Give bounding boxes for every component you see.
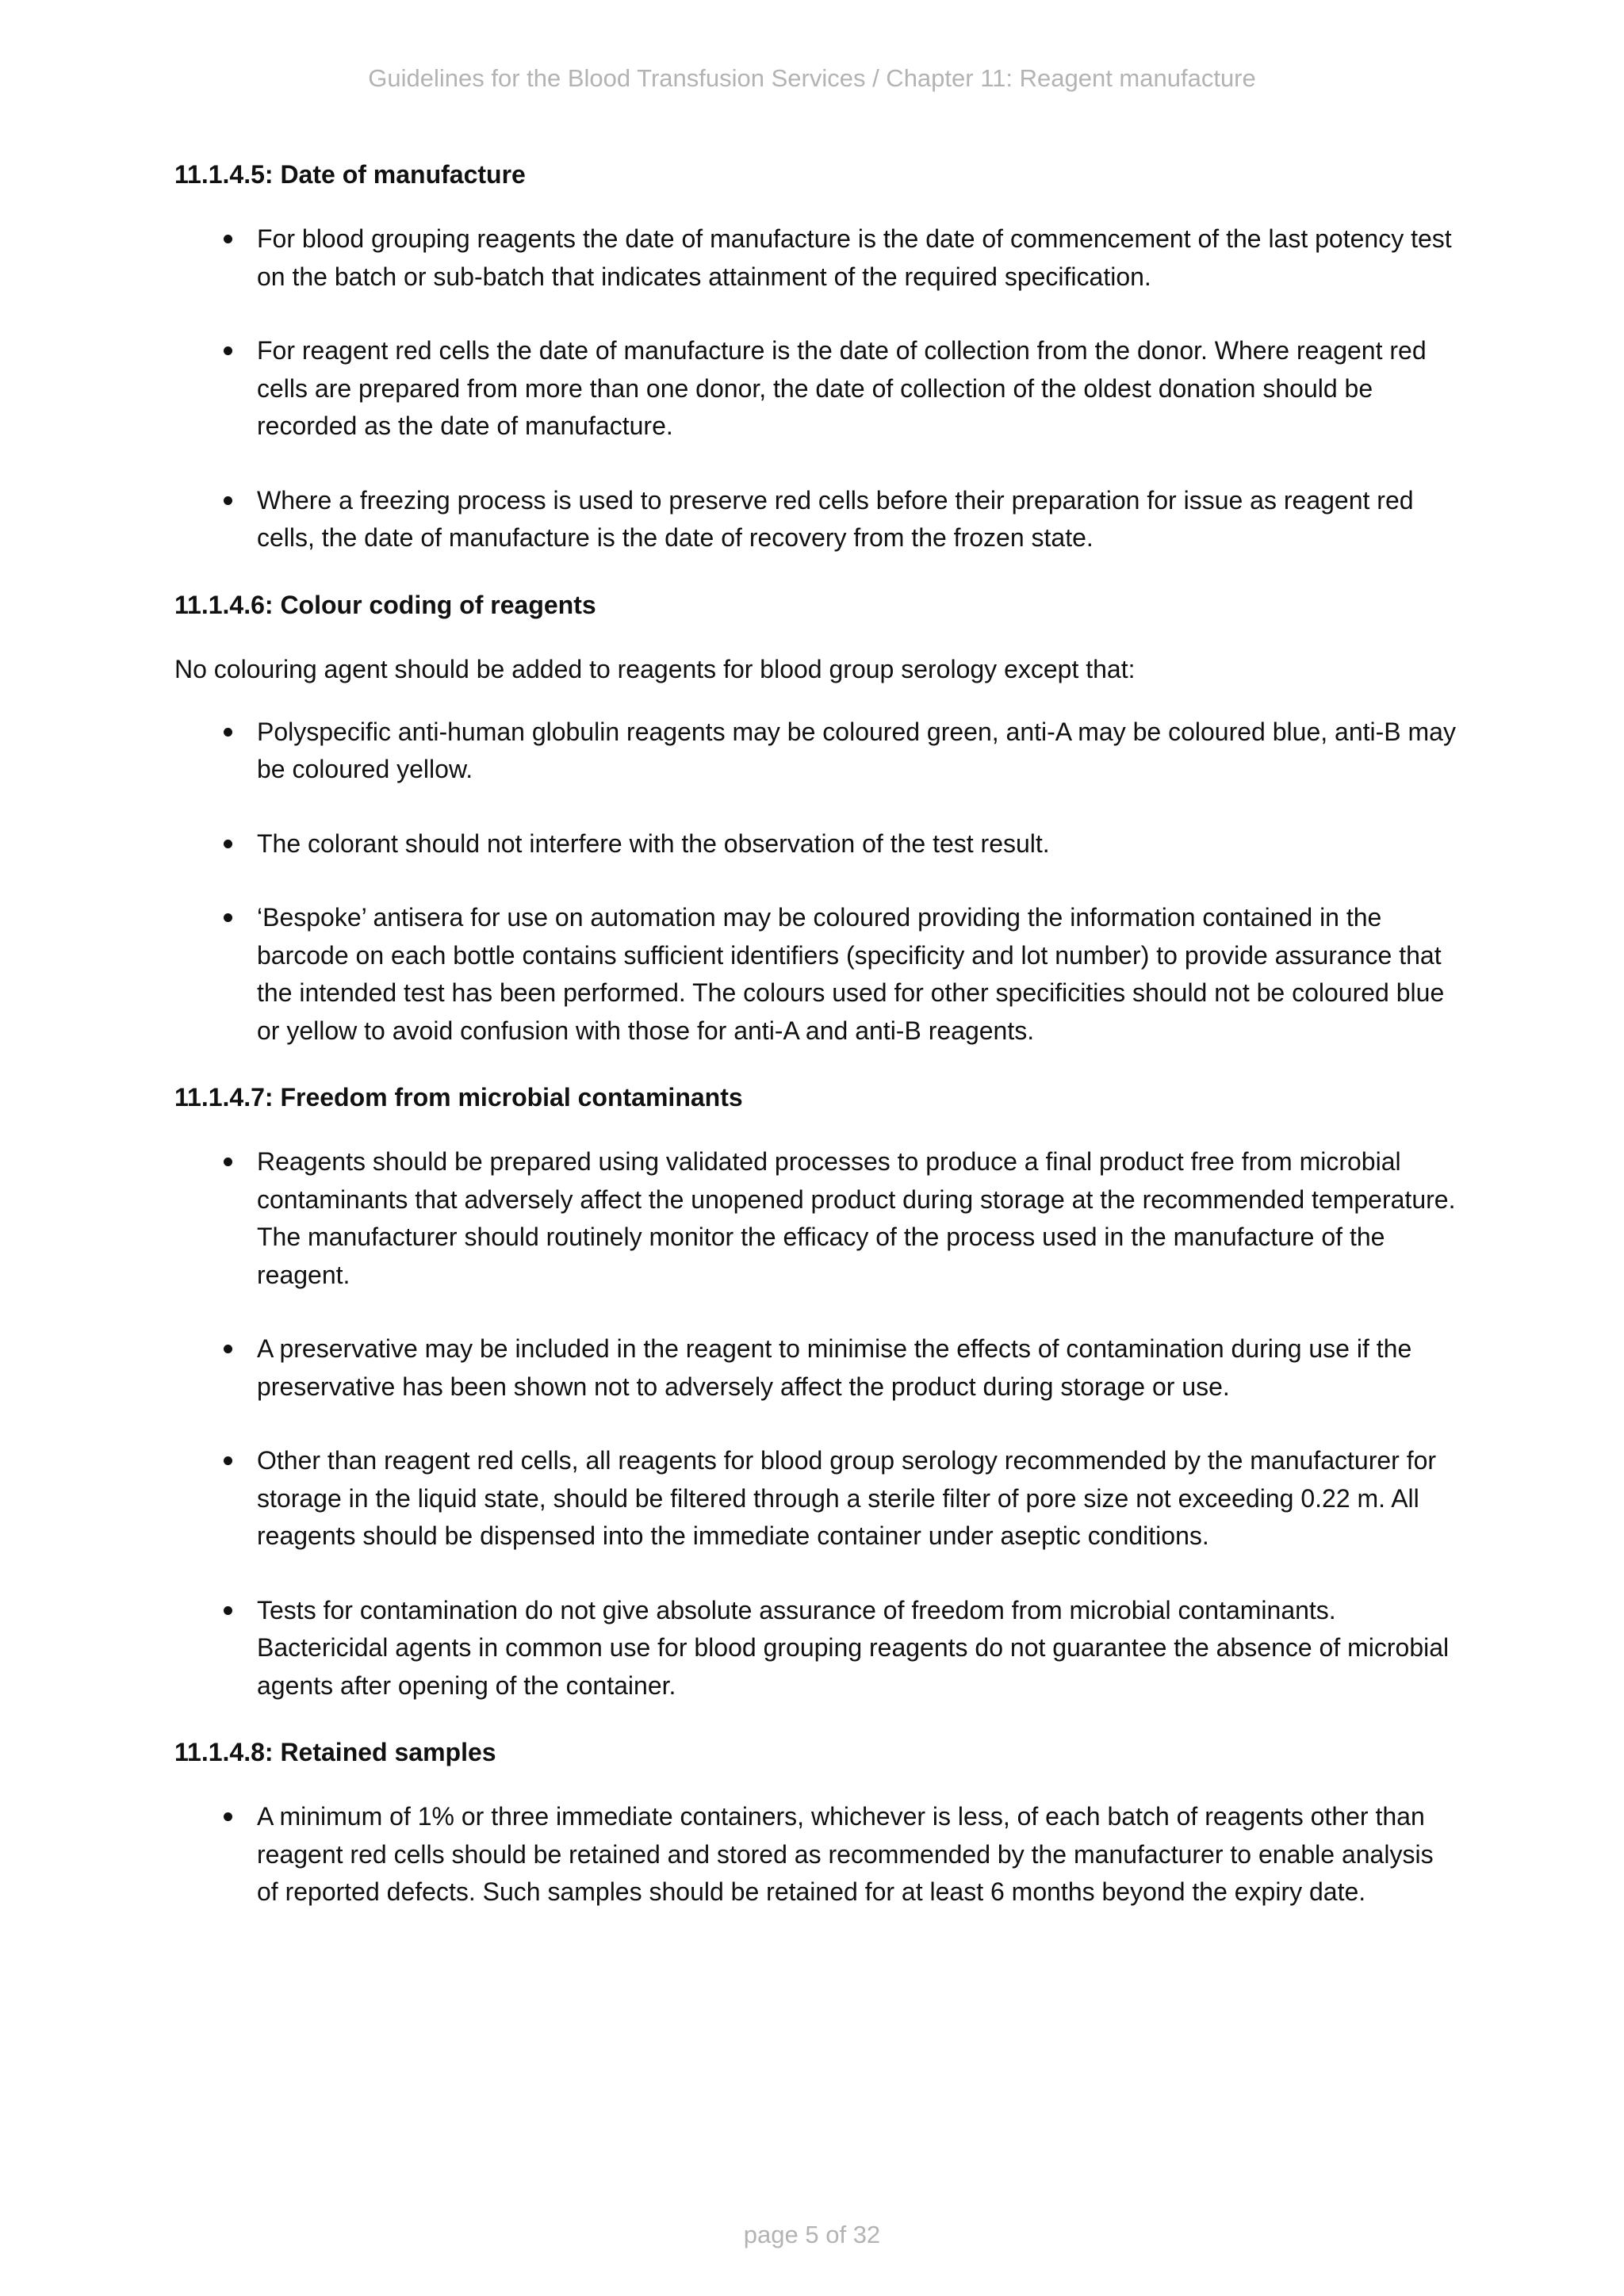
list-item — [174, 825, 1459, 863]
bullet-icon — [224, 1606, 232, 1615]
list-item-text: ‘Bespoke’ antisera for use on automation may be coloured providing the information contained in the barcode on each bottle contains sufficient identifiers (specificity and lot number) to provide assurance that the intended test has been performed. The colours used for other specificities should not be coloured blue or yellow to avoid confusion with those for anti-A and anti-B reagents. — [257, 903, 1445, 1045]
list-item-text: For blood grouping reagents the date of manufacture is the date of commencement of the last potency test on the batch or sub-batch that indicates attainment of the required specification. — [257, 224, 1452, 291]
list-item — [174, 1442, 1459, 1556]
list-item — [174, 1798, 1459, 1911]
list-item — [174, 1592, 1459, 1705]
list-item — [174, 714, 1459, 789]
bullet-icon — [224, 1158, 232, 1166]
list-item-text: The colorant should not interfere with the observation of the test result. — [257, 828, 1050, 858]
list-item — [174, 482, 1459, 557]
list-item-text: For reagent red cells the date of manufacture is the date of collection from the donor. Where reagent red cells are prepared from more than one donor, the date of collection of the oldest donation should be recorded as the date of manufacture. — [257, 336, 1427, 440]
section-heading: 11.1.4.6: Colour coding of reagents — [174, 590, 596, 619]
section-heading: 11.1.4.7: Freedom from microbial contaminants — [174, 1083, 743, 1112]
bullet-icon — [224, 1812, 232, 1821]
bullet-icon — [224, 840, 232, 848]
bullet-icon — [224, 496, 232, 505]
document-body — [174, 155, 1459, 1940]
section-heading: 11.1.4.5: Date of manufacture — [174, 160, 526, 189]
section-colour-coding — [174, 586, 1459, 1050]
list-item-text: Where a freezing process is used to preserve red cells before their preparation for issue as reagent red cells, the date of manufacture is the date of recovery from the frozen state. — [257, 485, 1414, 552]
bullet-icon — [224, 235, 232, 243]
list-item — [174, 1143, 1459, 1294]
list-item-text: Tests for contamination do not give absolute assurance of freedom from microbial contaminants. Bactericidal agents in common use for blood grouping reagents do not guarantee the absence of microbial agents after opening of the container. — [257, 1595, 1450, 1700]
bullet-list — [174, 1143, 1459, 1705]
section-heading: 11.1.4.8: Retained samples — [174, 1738, 496, 1766]
bullet-icon — [224, 913, 232, 922]
bullet-icon — [224, 346, 232, 355]
section-microbial-contaminants — [174, 1078, 1459, 1705]
page-number: page 5 of 32 — [743, 2221, 881, 2248]
list-item — [174, 1330, 1459, 1406]
bullet-icon — [224, 1456, 232, 1465]
list-item-text: Polyspecific anti-human globulin reagents may be coloured green, anti-A may be coloured blue, anti-B may be coloured yellow. — [257, 717, 1456, 783]
bullet-icon — [224, 728, 232, 737]
bullet-icon — [224, 1345, 232, 1353]
page-header: Guidelines for the Blood Transfusion Services / Chapter 11: Reagent manufacture — [368, 64, 1256, 92]
list-item-text: Reagents should be prepared using validated processes to produce a final product free from microbial contaminants that adversely affect the unopened product during storage at the recommended temperature. The manufacturer should routinely monitor the efficacy of the process used in the manufacture of the reagent. — [257, 1147, 1456, 1289]
bullet-list — [174, 714, 1459, 1050]
list-item — [174, 220, 1459, 296]
list-item-text: A minimum of 1% or three immediate containers, whichever is less, of each batch of reagents other than reagent red cells should be retained and stored as recommended by the manufacturer to enable analysis of reported defects. Such samples should be retained for at least 6 months beyond the expiry date. — [257, 1802, 1434, 1906]
bullet-list — [174, 1798, 1459, 1911]
bullet-list — [174, 220, 1459, 557]
list-item-text: Other than reagent red cells, all reagents for blood group serology recommended by the manufacturer for storage in the liquid state, should be filtered through a sterile filter of pore size not exceeding 0.22 m. All reagents should be dispensed into the immediate container under aseptic conditions. — [257, 1446, 1437, 1550]
section-date-of-manufacture — [174, 155, 1459, 557]
section-retained-samples — [174, 1733, 1459, 1911]
list-item-text: A preservative may be included in the reagent to minimise the effects of contamination during use if the preservative has been shown not to adversely affect the product during storage or use. — [257, 1334, 1412, 1401]
list-item — [174, 899, 1459, 1050]
section-intro: No colouring agent should be added to reagents for blood group serology except that: — [174, 654, 1136, 683]
list-item — [174, 332, 1459, 446]
